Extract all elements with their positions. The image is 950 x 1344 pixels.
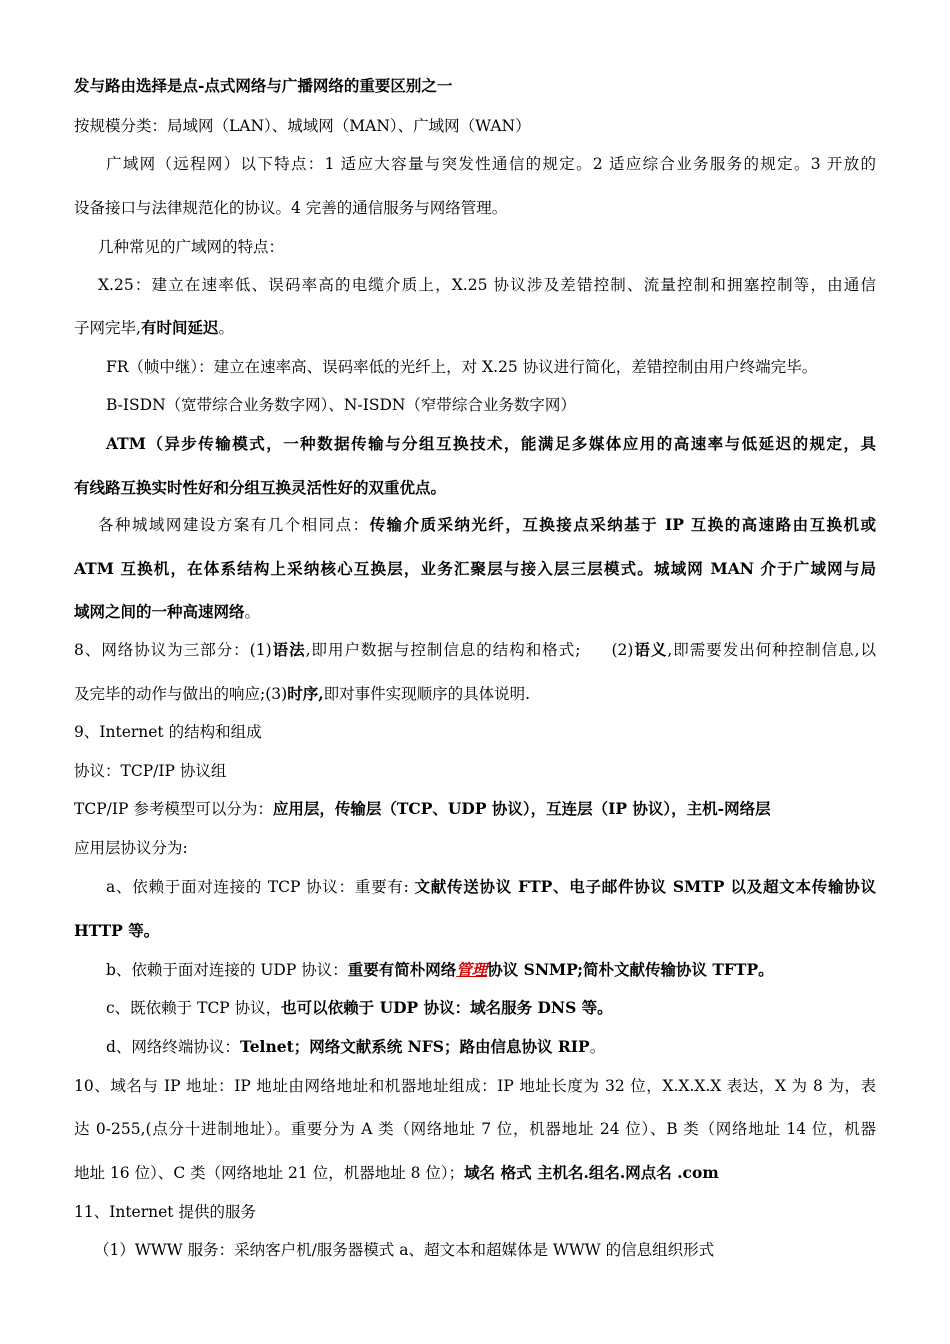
- paragraph-line: [106, 434, 876, 454]
- bold-text: Telnet；网络文献系统 NFS；路由信息协议 RIP: [239, 1037, 590, 1056]
- paragraph-line: [106, 960, 774, 980]
- text-run: 即对事件实现顺序的具体说明.: [323, 685, 531, 703]
- bold-text: ATM 互换机，在体系结构上采纳核心互换层，业务汇聚层与接入层三层模式。城域网 MAN 介于广域网与局: [74, 559, 876, 578]
- bold-text: 时序,: [287, 684, 324, 703]
- text-run: a、依赖于面对连接的 TCP 协议：重要有:: [106, 878, 415, 896]
- bold-text: 重要有简朴网络: [347, 960, 457, 979]
- paragraph-line: [74, 684, 530, 704]
- paragraph-line: [106, 1037, 605, 1057]
- paragraph-line: 几种常见的广域网的特点：: [98, 238, 285, 256]
- bold-text: 应用层，传输层（TCP、UDP 协议），互连层（IP 协议），主机-网络层: [272, 799, 771, 818]
- bold-text: 发与路由选择是点-点式网络与广播网络的重要区别之一: [74, 76, 453, 95]
- paragraph-line: [106, 877, 876, 897]
- paragraph-line: [74, 640, 876, 660]
- bold-text: 域名 格式 主机名.组名.网点名 .com: [464, 1163, 719, 1182]
- bold-text: 传输介质采纳光纤，互换接点采纳基于 IP 互换的高速路由互换机或: [369, 515, 876, 534]
- manage-link[interactable]: 管理: [456, 960, 488, 979]
- paragraph-line: [74, 318, 234, 338]
- bold-text: 语法: [271, 640, 306, 659]
- paragraph-line: 9、Internet 的结构和组成: [74, 723, 262, 741]
- paragraph-line: 11、Internet 提供的服务: [74, 1203, 256, 1221]
- paragraph-line: （1）WWW 服务：采纳客户机/服务器模式 a、超文本和超媒体是 WWW 的信息组织形式: [94, 1241, 715, 1259]
- paragraph-line: [74, 1163, 719, 1183]
- paragraph-line: FR（帧中继）：建立在速率高、误码率低的光纤上，对 X.25 协议进行简化，差错控制由用户终端完毕。: [106, 358, 818, 376]
- paragraph-line: [74, 602, 260, 622]
- paragraph-line: [74, 799, 771, 819]
- text-run: 子网完毕,: [74, 319, 141, 337]
- paragraph-line: B-ISDN（宽带综合业务数字网）、N-ISDN（窄带综合业务数字网）: [106, 396, 576, 414]
- text-run: 。: [589, 1038, 606, 1056]
- text-run: ,即需要发出何种控制信息,以: [667, 641, 876, 659]
- text-run: TCP/IP 参考模型可以分为：: [74, 800, 273, 818]
- paragraph-line: X.25：建立在速率低、误码率高的电缆介质上，X.25 协议涉及差错控制、流量控制和拥塞控制等，由通信: [98, 276, 876, 294]
- bold-text: 也可以依赖于 UDP 协议：域名服务 DNS 等。: [281, 998, 613, 1017]
- paragraph-line: [106, 998, 613, 1018]
- bold-text: 文献传送协议 FTP、电子邮件协议 SMTP 以及超文本传输协议: [414, 877, 876, 896]
- text-run: 及完毕的动作与做出的响应;(3): [74, 685, 288, 703]
- paragraph-line: 协议：TCP/IP 协议组: [74, 762, 227, 780]
- text-run: b、依赖于面对连接的 UDP 协议：: [106, 961, 348, 979]
- text-run: d、网络终端协议：: [106, 1038, 240, 1056]
- paragraph-line: [74, 559, 876, 579]
- text-run: c、既依赖于 TCP 协议，: [106, 999, 282, 1017]
- bold-text: 语义: [633, 640, 668, 659]
- paragraph-line: [74, 76, 452, 96]
- bold-text: HTTP 等。: [74, 921, 160, 940]
- bold-text: 有线路互换实时性好和分组互换灵活性好的双重优点。: [74, 478, 447, 497]
- bold-text: 有时间延迟: [140, 318, 219, 337]
- text-run: 8、网络协议为三部分：(1): [74, 641, 272, 659]
- text-run: (2): [611, 641, 634, 659]
- text-run: 。: [244, 603, 261, 621]
- text-run: 各种城域网建设方案有几个相同点：: [98, 516, 370, 534]
- paragraph-line: 应用层协议分为:: [74, 839, 188, 857]
- text-run: 。: [218, 319, 234, 337]
- paragraph-line: 广域网（远程网）以下特点：1 适应大容量与突发性通信的规定。2 适应综合业务服务的规定。3 开放的: [106, 155, 876, 173]
- bold-text: ATM（异步传输模式，一种数据传输与分组互换技术，能满足多媒体应用的高速率与低延迟的规定，具: [106, 434, 876, 453]
- bold-text: 协议 SNMP;简朴文献传输协议 TFTP。: [487, 960, 774, 979]
- paragraph-line: 按规模分类：局域网（LAN）、城域网（MAN）、广域网（WAN）: [74, 117, 531, 135]
- text-run: ,即用户数据与控制信息的结构和格式;: [305, 641, 581, 659]
- paragraph-line: [74, 921, 159, 941]
- paragraph-line: [98, 515, 876, 535]
- paragraph-line: 设备接口与法律规范化的协议。4 完善的通信服务与网络管理。: [74, 199, 508, 217]
- bold-text: 域网之间的一种高速网络: [74, 602, 245, 621]
- paragraph-line: 10、域名与 IP 地址：IP 地址由网络地址和机器地址组成：IP 地址长度为 32 位，X.X.X.X 表达，X 为 8 为，表: [74, 1077, 876, 1095]
- paragraph-line: 达 0-255,(点分十进制地址）。重要分为 A 类（网络地址 7 位，机器地址 24 位）、B 类（网络地址 14 位，机器: [74, 1120, 876, 1138]
- paragraph-line: [74, 478, 446, 498]
- text-run: 地址 16 位）、C 类（网络地址 21 位，机器地址 8 位）；: [74, 1164, 465, 1182]
